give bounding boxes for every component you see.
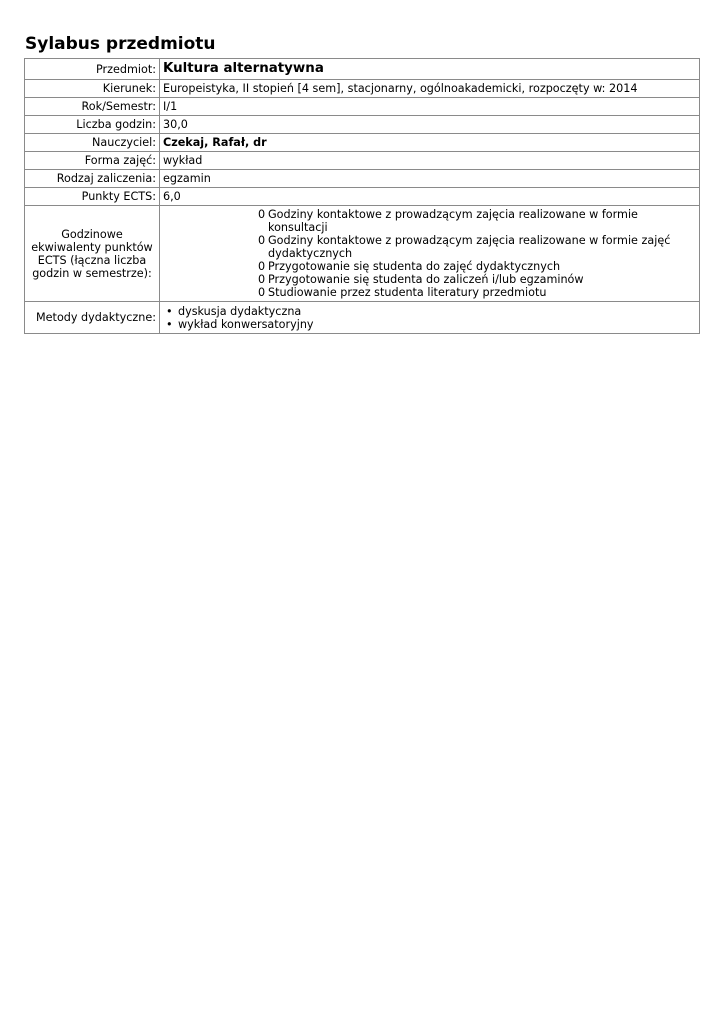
ects-hours-text: Przygotowanie się studenta do zaliczeń i/lub egzaminów — [268, 273, 584, 286]
methods-list — [163, 305, 696, 331]
field-label: Kierunek: — [25, 80, 160, 98]
year-label: Rok/Semestr: — [25, 98, 160, 116]
assessment-label: Rodzaj zaliczenia: — [25, 170, 160, 188]
ects-hours-label: Godzinowe ekwiwalenty punktów ECTS (łączna liczba godzin w semestrze): — [25, 206, 160, 302]
ects-hours-item — [258, 234, 696, 260]
ects-hours-number: 0 — [258, 286, 266, 299]
ects-hours-item — [258, 286, 696, 299]
teacher-label: Nauczyciel: — [25, 134, 160, 152]
subject-label: Przedmiot: — [25, 59, 160, 80]
ects-hours-number: 0 — [258, 234, 266, 247]
row-field — [25, 80, 700, 98]
methods-list-item: • dyskusja dydaktyczna — [178, 305, 696, 318]
row-ects-hours — [25, 206, 700, 302]
year-value: I/1 — [160, 98, 700, 116]
row-form — [25, 152, 700, 170]
page-title: Sylabus przedmiotu — [25, 34, 216, 54]
ects-hours-text: Przygotowanie się studenta do zajęć dydaktycznych — [268, 260, 561, 273]
row-assessment — [25, 170, 700, 188]
ects-hours-text: Studiowanie przez studenta literatury przedmiotu — [268, 286, 547, 299]
form-value: wykład — [160, 152, 700, 170]
row-year — [25, 98, 700, 116]
ects-hours-number: 0 — [258, 260, 266, 273]
syllabus-table — [24, 58, 700, 334]
teacher-value: Czekaj, Rafał, dr — [160, 134, 700, 152]
ects-hours-item — [258, 260, 696, 273]
row-teacher — [25, 134, 700, 152]
ects-hours-number: 0 — [258, 273, 266, 286]
ects-hours-item — [258, 208, 696, 234]
subject-value: Kultura alternatywna — [160, 59, 700, 80]
ects-label: Punkty ECTS: — [25, 188, 160, 206]
methods-value — [160, 302, 700, 334]
row-hours — [25, 116, 700, 134]
form-label: Forma zajęć: — [25, 152, 160, 170]
ects-hours-text: Godziny kontaktowe z prowadzącym zajęcia realizowane w formie zajęć dydaktycznych — [268, 234, 671, 260]
field-value: Europeistyka, II stopień [4 sem], stacjonarny, ogólnoakademicki, rozpoczęty w: 2014 — [160, 80, 700, 98]
row-ects — [25, 188, 700, 206]
ects-hours-value — [160, 206, 700, 302]
assessment-value: egzamin — [160, 170, 700, 188]
hours-label: Liczba godzin: — [25, 116, 160, 134]
ects-hours-item — [258, 273, 696, 286]
ects-value: 6,0 — [160, 188, 700, 206]
methods-list-item: • wykład konwersatoryjny — [178, 318, 696, 331]
methods-label: Metody dydaktyczne: — [25, 302, 160, 334]
ects-hours-number: 0 — [258, 208, 266, 221]
hours-value: 30,0 — [160, 116, 700, 134]
ects-hours-text: Godziny kontaktowe z prowadzącym zajęcia realizowane w formie konsultacji — [268, 208, 638, 234]
row-methods — [25, 302, 700, 334]
row-subject — [25, 59, 700, 80]
